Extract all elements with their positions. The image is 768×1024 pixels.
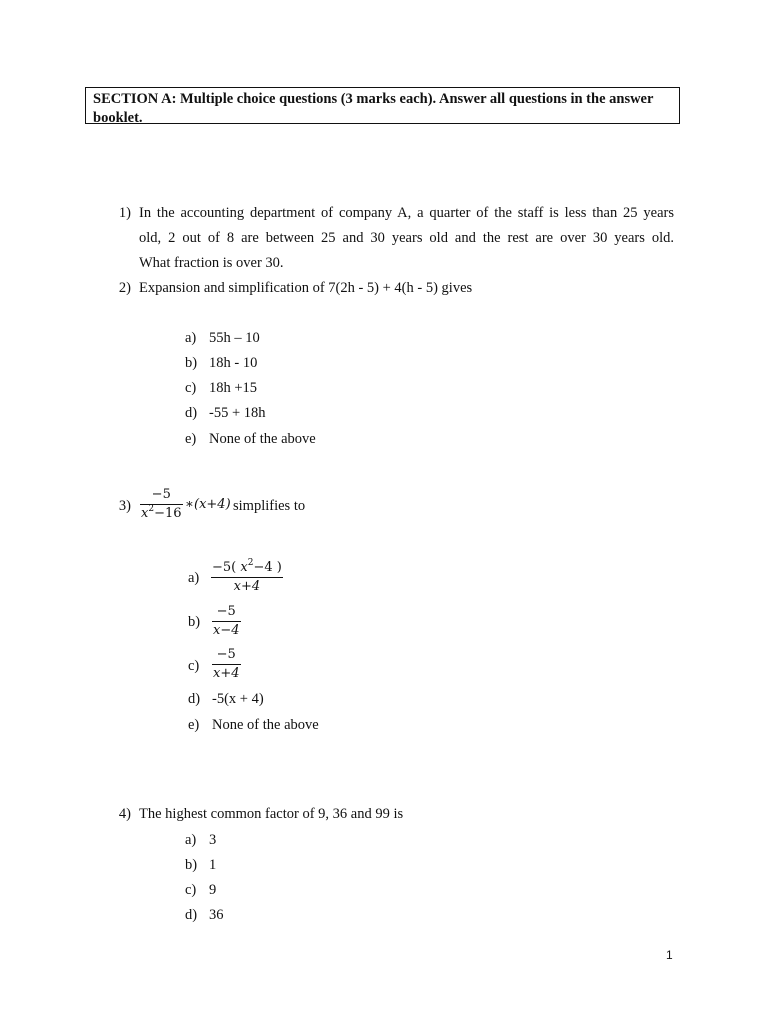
q3-option-b-fraction: [212, 604, 241, 639]
q3-option-a-letter: a): [188, 570, 200, 586]
q3-option-c-fraction: [212, 647, 241, 682]
q2-option-d: -55 + 18h: [209, 405, 266, 421]
question-1-line-3: What fraction is over 30.: [139, 255, 284, 271]
question-1-line-2: old, 2 out of 8 are between 25 and 30 years old and the rest are over 30 years old.: [139, 230, 674, 246]
q4-option-a-letter: a): [185, 832, 197, 848]
q3-suffix: simplifies to: [233, 498, 306, 514]
q3-factor: (x+4): [194, 497, 231, 512]
q3-fraction-numerator: −5: [151, 487, 171, 502]
q3-option-c-numerator: −5: [216, 647, 236, 662]
fraction-bar: [140, 504, 183, 505]
q3-fraction-denominator: $x^2-16$: [141, 504, 182, 521]
q4-option-c-letter: c): [185, 882, 197, 898]
q3-option-b-denominator: x−4: [213, 623, 240, 638]
q3-option-e: None of the above: [212, 717, 319, 733]
q4-option-d-letter: d): [185, 907, 198, 923]
question-3-number: 3): [118, 498, 131, 514]
fraction-bar: [212, 621, 241, 622]
q3-option-e-letter: e): [188, 717, 200, 733]
section-header-text: SECTION A: Multiple choice questions (3 marks each). Answer all questions in the answer booklet.: [93, 91, 654, 126]
question-4-text: The highest common factor of 9, 36 and 99 is: [139, 806, 404, 822]
q4-option-b-letter: b): [185, 857, 198, 873]
q3-multiply-sign: ∗: [185, 497, 194, 512]
q3-option-a-denominator: x+4: [233, 579, 261, 594]
q2-option-c: 18h +15: [209, 380, 258, 396]
q3-option-b-numerator: −5: [216, 604, 236, 619]
question-1-number: 1): [118, 205, 131, 221]
fraction-bar: [211, 577, 283, 578]
q3-option-c-denominator: x+4: [213, 666, 240, 681]
question-1-line-1: In the accounting department of company A, a quarter of the staff is less than 25 years: [139, 205, 674, 221]
q4-option-b: 1: [209, 857, 217, 873]
q2-option-e: None of the above: [209, 431, 316, 447]
fraction-bar: [212, 664, 241, 665]
q4-option-a: 3: [209, 832, 217, 848]
question-2-number: 2): [118, 280, 131, 296]
section-header: [85, 87, 680, 124]
q2-option-b: 18h - 10: [209, 355, 258, 371]
q3-option-a-numerator: −5( $x^2-4$ ): [212, 558, 282, 575]
q4-option-d: 36: [209, 907, 224, 923]
page-number: 1: [666, 948, 673, 962]
q2-option-d-letter: d): [185, 405, 198, 421]
q2-option-b-letter: b): [185, 355, 198, 371]
q3-option-d: -5(x + 4): [212, 691, 264, 707]
q3-option-d-letter: d): [188, 691, 201, 707]
q2-option-a-letter: a): [185, 330, 197, 346]
q2-option-a: 55h – 10: [209, 330, 260, 346]
q3-option-a-fraction: [211, 560, 283, 595]
question-2-text: Expansion and simplification of 7(2h - 5) + 4(h - 5) gives: [139, 280, 473, 296]
q3-option-b-letter: b): [188, 614, 201, 630]
q3-option-c-letter: c): [188, 658, 200, 674]
q2-option-e-letter: e): [185, 431, 197, 447]
q2-option-c-letter: c): [185, 380, 197, 396]
question-4-number: 4): [118, 806, 131, 822]
q3-fraction: [140, 487, 183, 522]
q4-option-c: 9: [209, 882, 217, 898]
